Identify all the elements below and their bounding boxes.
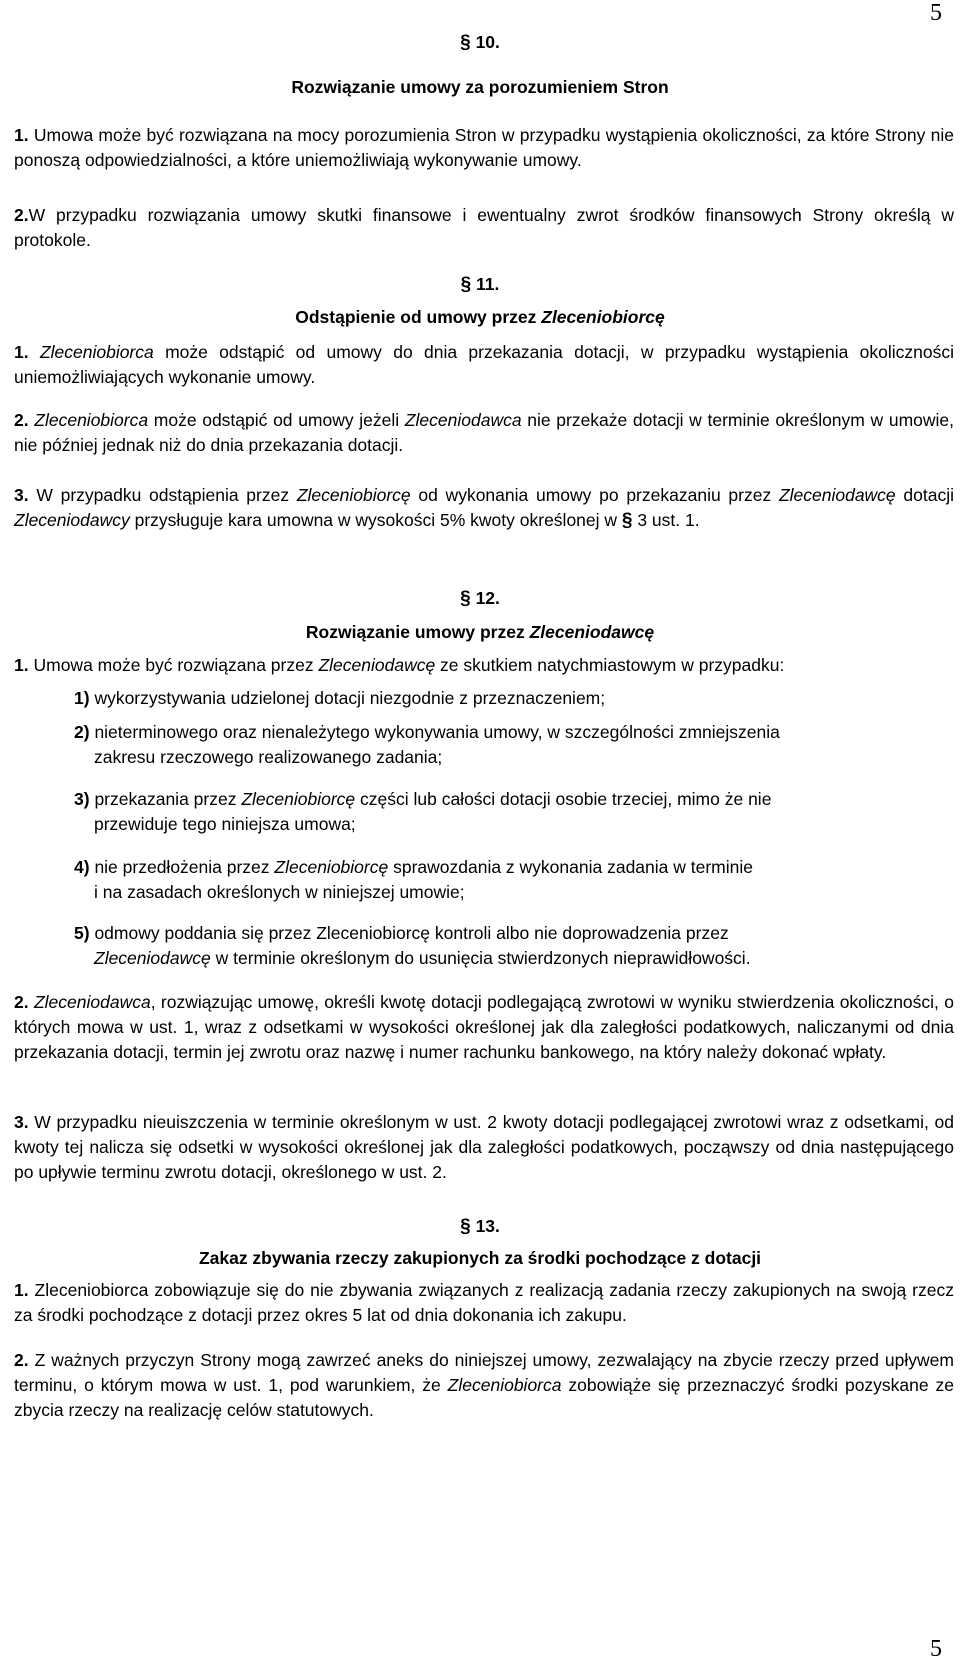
section-10-title: Rozwiązanie umowy za porozumieniem Stron [291, 77, 669, 97]
section-sign: § [460, 274, 472, 295]
section-10-heading [0, 30, 960, 55]
list-item-3: 3) przekazania przez Zleceniobiorcę części lub całości dotacji osobie trzeciej, mimo że nie przewiduje tego niniejsza umowa; [74, 789, 772, 834]
section-number: 12. [475, 588, 500, 608]
section-12-heading [0, 586, 960, 611]
section-number: 13. [475, 1216, 500, 1236]
section-sign: § [460, 1216, 471, 1237]
paragraph-number: 1. [14, 1280, 29, 1300]
section-number: 11. [476, 274, 500, 294]
section-12-paragraph-2: 2. Zleceniodawca, rozwiązując umowę, określi kwotę dotacji podlegającą zwrotowi w wyniku stwierdzenia okoliczności, o których mowa w ust. 1, wraz z odsetkami w wysokości określonej jak dla zaległości podatkowych, naliczanymi od dnia przekazania dotacji, termin jej zwrotu oraz nazwę i numer rachunku bankowego, na który należy dokonać wpłaty. [14, 992, 954, 1062]
paragraph-number: 2. [14, 992, 29, 1012]
section-13-heading [0, 1214, 960, 1239]
section-13-paragraph-1: 1. Zleceniobiorca zobowiązuje się do nie zbywania związanych z realizacją zadania rzeczy zakupionych na swoją rzecz za środki pochodzące z dotacji przez okres 5 lat od dnia dokonania ich zakupu. [14, 1280, 954, 1325]
section-11-title: Odstąpienie od umowy przez Zleceniobiorcę [295, 307, 665, 327]
page-number-bottom: 5 [930, 1636, 942, 1662]
section-11-paragraph-1: 1. Zleceniobiorca może odstąpić od umowy do dnia przekazania dotacji, w przypadku wystąpienia okoliczności uniemożliwiających wykonanie umowy. [14, 342, 954, 387]
section-sign: § [460, 32, 471, 53]
section-13-paragraph-2: 2. Z ważnych przyczyn Strony mogą zawrzeć aneks do niniejszej umowy, zezwalający na zbycie rzeczy przed upływem terminu, o którym mowa w ust. 1, pod warunkiem, że Zleceniobiorca zobowiąże się przeznaczyć środki pozyskane ze zbycia rzeczy na realizację celów statutowych. [14, 1350, 954, 1420]
section-sign: § [460, 588, 471, 609]
list-item-5: 5) odmowy poddania się przez Zleceniobiorcę kontroli albo nie doprowadzenia przez Zleceniodawcę w terminie określonym do usunięcia stwierdzonych nieprawidłowości. [74, 923, 751, 968]
section-12-title: Rozwiązanie umowy przez Zleceniodawcę [305, 622, 655, 642]
section-11-paragraph-2: 2. Zleceniobiorca może odstąpić od umowy jeżeli Zleceniodawca nie przekaże dotacji w terminie określonym w umowie, nie później jednak niż do dnia przekazania dotacji. [14, 410, 955, 455]
paragraph-number: 2. [14, 410, 29, 430]
section-10-paragraph-2: 2.W przypadku rozwiązania umowy skutki finansowe i ewentualny zwrot środków finansowych Strony określą w protokole. [14, 205, 954, 250]
section-11-paragraph-3: 3. W przypadku odstąpienia przez Zleceniobiorcę od wykonania umowy po przekazaniu przez Zleceniodawcę dotacji Zleceniodawcy przysługuje kara umowna w wysokości 5% kwoty określonej w § 3 ust. 1. [14, 485, 954, 531]
page-number-top: 5 [930, 0, 942, 26]
section-number: 10. [475, 32, 500, 52]
section-11-heading [0, 272, 960, 297]
paragraph-number: 1. [14, 655, 29, 675]
paragraph-number: 3. [14, 485, 29, 505]
paragraph-number: 1. [14, 125, 29, 145]
paragraph-number: 1. [14, 342, 29, 362]
list-item-4: 4) nie przedłożenia przez Zleceniobiorcę sprawozdania z wykonania zadania w terminie i na zasadach określonych w niniejszej umowie; [74, 857, 753, 902]
paragraph-number: 2. [14, 1350, 29, 1370]
section-12-paragraph-1: 1. Umowa może być rozwiązana przez Zleceniodawcę ze skutkiem natychmiastowym w przypadku: [14, 655, 785, 675]
section-10-paragraph-1: 1. Umowa może być rozwiązana na mocy porozumienia Stron w przypadku wystąpienia okoliczności, za które Strony nie ponoszą odpowiedzialności, a które uniemożliwiają wykonywanie umowy. [14, 125, 954, 170]
paragraph-number: 2. [14, 205, 29, 225]
list-item-2: 2) nieterminowego oraz nienależytego wykonywania umowy, w szczególności zmniejszenia zakresu rzeczowego realizowanego zadania; [74, 722, 780, 767]
section-13-title: Zakaz zbywania rzeczy zakupionych za środki pochodzące z dotacji [198, 1248, 762, 1268]
section-12-paragraph-3: 3. W przypadku nieuiszczenia w terminie określonym w ust. 2 kwoty dotacji podlegającej zwrotowi wraz z odsetkami, od kwoty tej nalicza się odsetki w wysokości określonej jak dla zaległości podatkowych, począwszy od dnia następującego po upływie terminu zwrotu dotacji, określonego w ust. 2. [14, 1112, 954, 1182]
paragraph-number: 3. [14, 1112, 29, 1132]
list-item-1: 1) wykorzystywania udzielonej dotacji niezgodnie z przeznaczeniem; [74, 688, 606, 708]
